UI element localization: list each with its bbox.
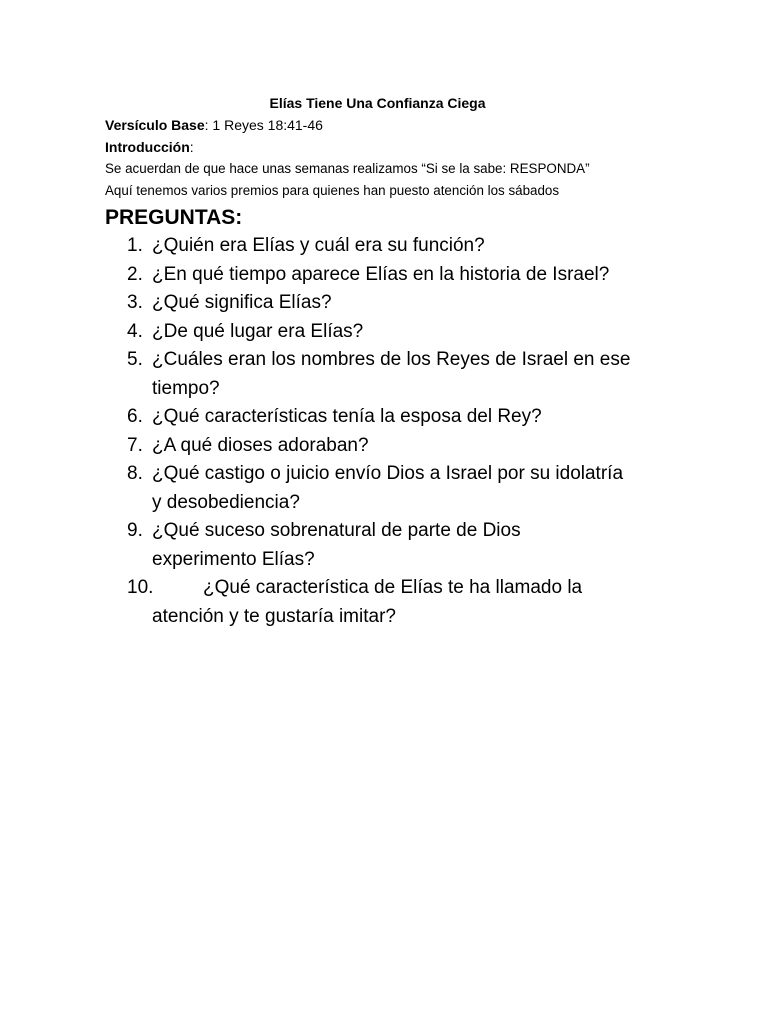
intro-heading bbox=[105, 136, 745, 158]
question-number: 1. bbox=[127, 235, 143, 256]
question-text-continued: y desobediencia? bbox=[152, 491, 300, 513]
question-text: ¿En qué tiempo aparece Elías en la historia de Israel? bbox=[152, 263, 610, 285]
question-text: ¿Qué característica de Elías te ha llamado la bbox=[203, 577, 583, 598]
intro-label: Introducción bbox=[105, 139, 190, 155]
question-item bbox=[105, 432, 745, 461]
questions-list bbox=[105, 232, 745, 631]
question-number: 10. bbox=[127, 577, 154, 598]
question-number: 2. bbox=[127, 263, 143, 285]
question-text-continued: atención y te gustaría imitar? bbox=[152, 605, 396, 627]
question-item bbox=[105, 574, 745, 631]
question-text-continued: tiempo? bbox=[152, 377, 220, 399]
question-item bbox=[105, 346, 745, 403]
verse-label: Versículo Base bbox=[105, 117, 205, 133]
question-text: ¿Qué características tenía la esposa del Rey? bbox=[152, 406, 542, 427]
question-item bbox=[105, 517, 745, 574]
question-number: 7. bbox=[127, 434, 143, 456]
question-text: ¿Qué suceso sobrenatural de parte de Dios bbox=[152, 520, 521, 541]
question-item bbox=[105, 232, 745, 261]
question-text: ¿Quién era Elías y cuál era su función? bbox=[152, 235, 485, 256]
question-number: 4. bbox=[127, 320, 143, 342]
question-number: 8. bbox=[127, 463, 143, 484]
question-number: 6. bbox=[127, 406, 143, 427]
question-number: 5. bbox=[127, 349, 143, 370]
question-text: ¿Cuáles eran los nombres de los Reyes de Israel en ese bbox=[152, 349, 631, 370]
question-item bbox=[105, 289, 745, 318]
document-title: Elías Tiene Una Confianza Ciega bbox=[269, 95, 486, 111]
verse-value: : 1 Reyes 18:41-46 bbox=[204, 117, 323, 133]
question-text: ¿A qué dioses adoraban? bbox=[152, 434, 369, 456]
question-number: 3. bbox=[127, 292, 143, 313]
intro-line: Aquí tenemos varios premios para quienes han puesto atención los sábados bbox=[105, 183, 560, 198]
intro-colon: : bbox=[189, 139, 194, 155]
question-item bbox=[105, 318, 745, 347]
question-item bbox=[105, 460, 745, 517]
questions-heading: PREGUNTAS: bbox=[105, 206, 243, 229]
intro-line: Se acuerdan de que hace unas semanas realizamos “Si se la sabe: RESPONDA” bbox=[105, 161, 590, 176]
question-text-continued: experimento Elías? bbox=[152, 548, 315, 570]
question-text: ¿Qué significa Elías? bbox=[152, 292, 332, 313]
question-text: ¿Qué castigo o juicio envío Dios a Israel por su idolatría bbox=[152, 463, 624, 484]
question-item bbox=[105, 261, 745, 290]
question-text: ¿De qué lugar era Elías? bbox=[152, 320, 364, 342]
verse-line bbox=[105, 114, 745, 136]
document-page bbox=[105, 92, 745, 631]
question-item bbox=[105, 403, 745, 432]
question-number: 9. bbox=[127, 520, 143, 541]
